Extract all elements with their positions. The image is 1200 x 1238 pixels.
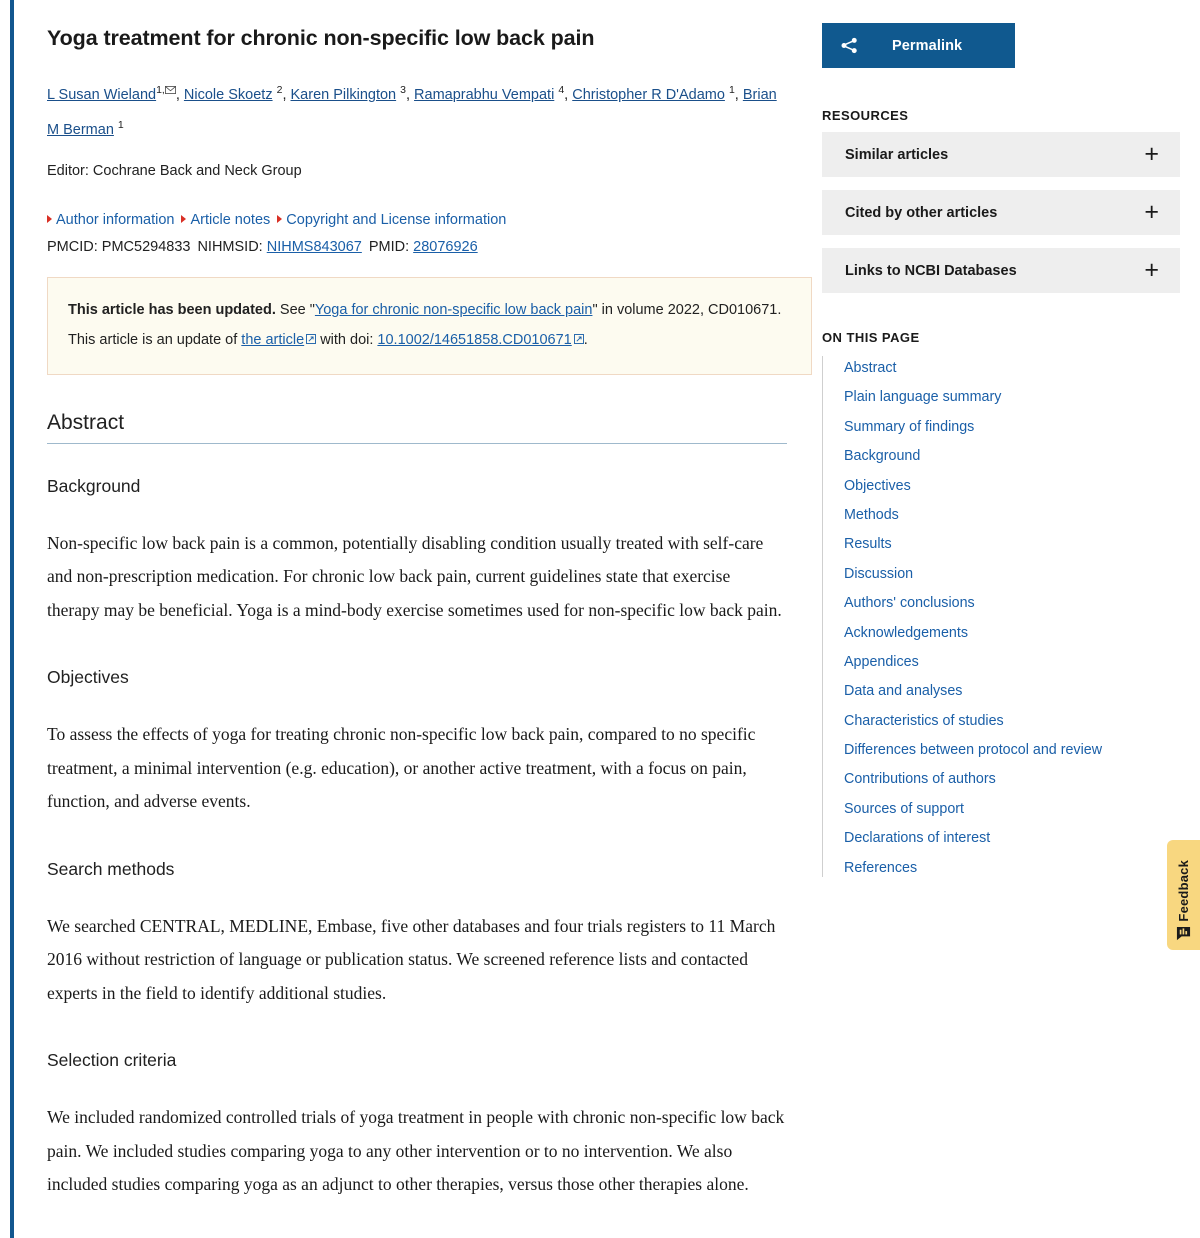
accordion-links-to-ncbi-databases[interactable]	[822, 248, 1180, 293]
article-meta-links	[47, 209, 786, 231]
plus-icon[interactable]: +	[1144, 140, 1159, 168]
the-article-link[interactable]: the article	[241, 331, 305, 348]
abstract-section-heading-objectives: Objectives	[47, 667, 129, 688]
toc-link-background[interactable]: Background	[844, 448, 921, 465]
list-item	[844, 359, 1152, 377]
resources-heading: RESOURCES	[822, 108, 909, 123]
external-link-icon	[574, 334, 584, 344]
doi-prefix: with doi:	[316, 331, 378, 348]
toc-link-data-and-analyses[interactable]: Data and analyses	[844, 683, 963, 700]
article-updated-notice	[47, 277, 812, 375]
triangle-marker-icon	[47, 215, 52, 223]
update-notice-volume: " in volume 2022, CD010671.	[592, 301, 782, 318]
author-link[interactable]: L Susan Wieland	[47, 86, 157, 103]
accordion-cited-by-other-articles[interactable]	[822, 190, 1180, 235]
toc-link-differences-between-protocol-and-review[interactable]: Differences between protocol and review	[844, 742, 1103, 759]
author-separator: ,	[564, 86, 573, 103]
author-separator: ,	[175, 86, 184, 103]
pmcid-value: PMC5294833	[101, 238, 191, 255]
list-item	[844, 712, 1152, 730]
toc-link-references[interactable]: References	[844, 859, 918, 876]
author-link[interactable]: Nicole Skoetz	[183, 86, 273, 103]
plus-icon[interactable]: +	[1144, 198, 1159, 226]
article-notes-link[interactable]: Article notes	[190, 211, 271, 228]
update-notice-see: See "	[275, 301, 315, 318]
author-affiliation-marker: 1	[117, 118, 124, 131]
abstract-heading: Abstract	[47, 411, 787, 444]
abstract-section-heading-background: Background	[47, 475, 141, 496]
article-identifiers	[47, 239, 786, 255]
list-item	[844, 388, 1152, 406]
author-link[interactable]: Christopher R D'Adamo	[572, 86, 725, 103]
on-this-page-heading: ON THIS PAGE	[822, 330, 920, 345]
accordion-similar-articles[interactable]	[822, 132, 1180, 177]
doi-link[interactable]: 10.1002/14651858.CD010671	[377, 331, 572, 348]
list-item	[844, 624, 1152, 642]
copyright-license-link[interactable]: Copyright and License information	[286, 211, 507, 228]
list-item	[844, 800, 1152, 818]
feedback-label: Feedback	[1176, 860, 1191, 922]
author-link[interactable]: Karen Pilkington	[290, 86, 397, 103]
list-item	[844, 506, 1152, 524]
feedback-tab[interactable]	[1167, 840, 1200, 950]
author-affiliation-marker: 2	[276, 83, 283, 96]
editor-line: Editor: Cochrane Back and Neck Group	[47, 162, 302, 179]
update-notice-lead: This article has been updated.	[68, 301, 276, 318]
nihmsid-link[interactable]: NIHMS843067	[266, 238, 362, 255]
author-affiliation-marker: 1	[728, 83, 735, 96]
author-link[interactable]: Brian M Berman	[47, 86, 777, 138]
accordion-label: Links to NCBI Databases	[845, 262, 1017, 279]
toc-link-plain-language-summary[interactable]: Plain language summary	[844, 389, 1002, 406]
list-item	[844, 859, 1152, 877]
toc-link-objectives[interactable]: Objectives	[844, 477, 911, 494]
author-separator: ,	[282, 86, 291, 103]
toc-link-appendices[interactable]: Appendices	[844, 653, 919, 670]
toc-link-characteristics-of-studies[interactable]: Characteristics of studies	[844, 712, 1004, 729]
list-item	[844, 594, 1152, 612]
list-item	[844, 418, 1152, 436]
pmid-label: PMID:	[368, 238, 410, 255]
permalink-button[interactable]	[822, 23, 1015, 68]
author-affiliation-marker: 4	[558, 83, 565, 96]
author-list	[47, 75, 786, 145]
list-item	[844, 741, 1152, 759]
plus-icon[interactable]: +	[1144, 256, 1159, 284]
list-item	[844, 565, 1152, 583]
accordion-label: Similar articles	[845, 146, 949, 163]
author-affiliation-marker: 3	[400, 83, 406, 96]
updated-article-link[interactable]: Yoga for chronic non-specific low back pain	[314, 301, 593, 318]
pmid-link[interactable]: 28076926	[413, 238, 478, 255]
pmcid-label: PMCID:	[47, 238, 98, 255]
external-link-icon	[306, 334, 316, 344]
list-item	[844, 682, 1152, 700]
triangle-marker-icon	[181, 215, 186, 223]
abstract-section-heading-search-methods: Search methods	[47, 858, 175, 879]
update-notice-line-1	[68, 295, 791, 325]
author-affiliation-marker: 1,	[156, 83, 165, 96]
update-of-prefix: This article is an update of	[68, 331, 242, 348]
toc-link-authors-conclusions[interactable]: Authors' conclusions	[844, 595, 975, 612]
on-this-page-list	[822, 356, 1152, 877]
page-title: Yoga treatment for chronic non-specific low back pain	[47, 26, 595, 50]
abstract-section-heading-selection-criteria: Selection criteria	[47, 1050, 177, 1071]
list-item	[844, 477, 1152, 495]
author-separator: ,	[734, 86, 743, 103]
list-item	[844, 653, 1152, 671]
author-information-link[interactable]: Author information	[56, 211, 175, 228]
update-notice-line-2	[68, 325, 791, 355]
abstract-section-text-selection-criteria: We included randomized controlled trials of yoga treatment in people with chronic non-specific low back pain. We included studies comparing yoga to any other intervention or to no intervention. We also included studies comparing yoga as an adjunct to other therapies, versus those other therapies alone.	[47, 1107, 785, 1195]
abstract-section-text-search-methods: We searched CENTRAL, MEDLINE, Embase, five other databases and four trials registers to 11 March 2016 without restriction of language or publication status. We screened reference lists and contacted experts in the field to identify additional studies.	[47, 915, 776, 1003]
article-sidebar	[816, 0, 1200, 1238]
toc-link-declarations-of-interest[interactable]: Declarations of interest	[844, 830, 991, 847]
toc-link-acknowledgements[interactable]: Acknowledgements	[844, 624, 968, 641]
list-item	[844, 829, 1152, 847]
list-item	[844, 535, 1152, 553]
author-separator: ,	[405, 86, 415, 103]
triangle-marker-icon	[277, 215, 282, 223]
feedback-icon	[1176, 926, 1191, 941]
toc-link-summary-of-findings[interactable]: Summary of findings	[844, 418, 975, 435]
accordion-label: Cited by other articles	[845, 204, 998, 221]
toc-link-sources-of-support[interactable]: Sources of support	[844, 800, 965, 817]
toc-link-contributions-of-authors[interactable]: Contributions of authors	[844, 771, 996, 788]
toc-link-abstract[interactable]: Abstract	[844, 360, 897, 376]
nihmsid-label: NIHMSID:	[197, 238, 263, 255]
share-icon	[840, 36, 859, 55]
toc-link-methods[interactable]: Methods	[844, 506, 899, 523]
list-item	[844, 770, 1152, 788]
toc-link-discussion[interactable]: Discussion	[844, 565, 914, 582]
update-notice-period: .	[583, 331, 588, 348]
corresponding-author-envelope-icon	[165, 86, 176, 94]
abstract-section-text-background: Non-specific low back pain is a common, potentially disabling condition usually treated with self-care and non-prescription medication. For chronic low back pain, current guidelines state that exercise therapy may be beneficial. Yoga is a mind-body exercise sometimes used for non-specific low back pain.	[47, 532, 782, 620]
toc-link-results[interactable]: Results	[844, 536, 892, 553]
author-link[interactable]: Ramaprabhu Vempati	[414, 86, 555, 103]
abstract-section-text-objectives: To assess the effects of yoga for treating chronic non-specific low back pain, compared to no specific treatment, a minimal intervention (e.g. education), or another active treatment, with a focus on pain, function, and adverse events.	[47, 724, 756, 812]
list-item	[844, 447, 1152, 465]
permalink-button-label: Permalink	[892, 37, 963, 54]
